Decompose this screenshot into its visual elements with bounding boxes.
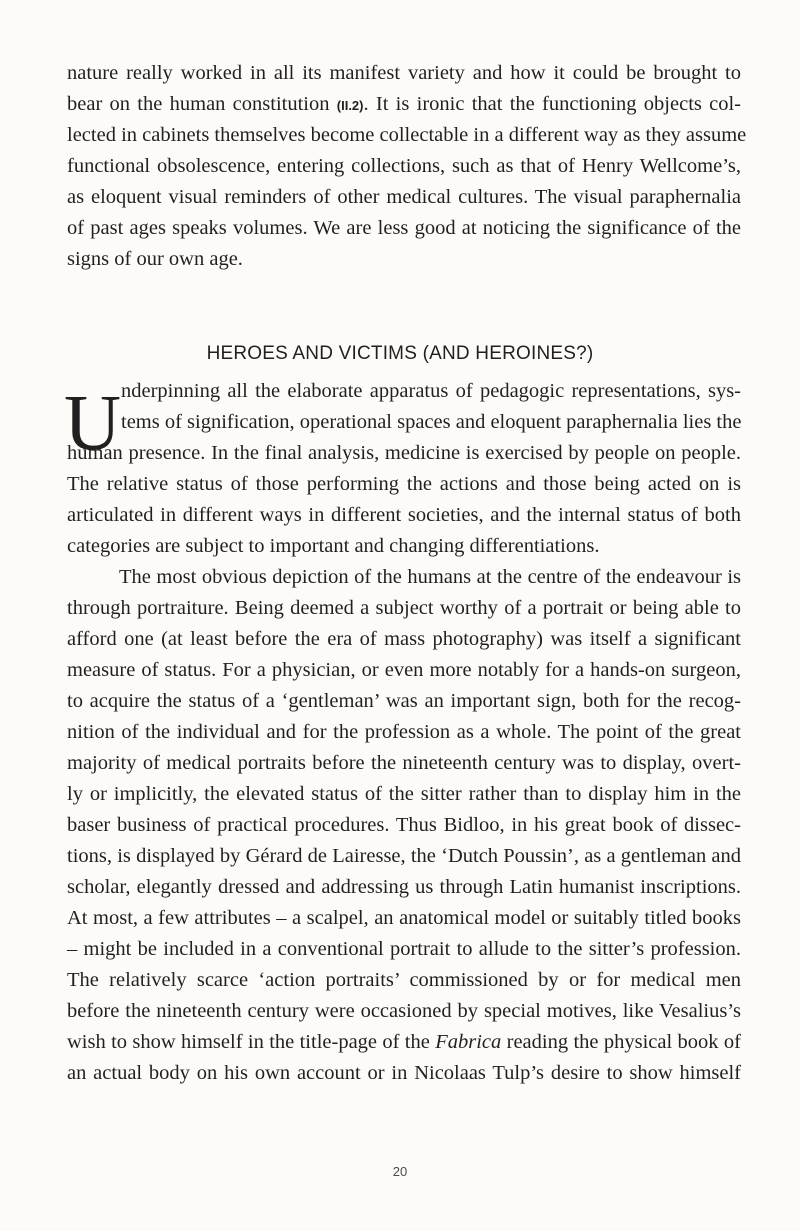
- text-line: ly or implicitly, the elevated status of the sitter rather than to display him in the: [67, 783, 741, 805]
- text-line: lected in cabinets themselves become collectable in a different way as they assume: [67, 124, 747, 146]
- figure-reference: (II.2): [336, 98, 364, 113]
- text-line: tions, is displayed by Gérard de Lairesse, the ‘Dutch Poussin’, as a gentleman and: [67, 845, 741, 867]
- text-line: [67, 1027, 741, 1058]
- text-line: an actual body on his own account or in Nicolaas Tulp’s desire to show himself: [67, 1062, 741, 1084]
- text-line: nition of the individual and for the profession as a whole. The point of the great: [67, 721, 741, 743]
- text-line: articulated in different ways in different societies, and the internal status of both: [67, 504, 741, 526]
- text-line: to acquire the status of a ‘gentleman’ was an important sign, both for the recog-: [67, 690, 741, 712]
- text-line: human presence. In the final analysis, medicine is exercised by people on people.: [67, 442, 741, 464]
- text-line: through portraiture. Being deemed a subject worthy of a portrait or being able to: [67, 597, 741, 619]
- text-line: At most, a few attributes – a scalpel, an anatomical model or suitably titled books: [67, 907, 741, 929]
- text-line: majority of medical portraits before the nineteenth century was to display, overt-: [67, 752, 741, 774]
- text-line: measure of status. For a physician, or even more notably for a hands-on surgeon,: [67, 659, 741, 681]
- text-line: The relatively scarce ‘action portraits’ commissioned by or for medical men: [67, 969, 741, 991]
- text-span: reading the physical book of: [501, 1031, 741, 1053]
- text-line: The relative status of those performing the actions and those being acted on is: [67, 473, 741, 495]
- text-line: nderpinning all the elaborate apparatus of pedagogic representations, sys-: [121, 380, 741, 402]
- text-line: functional obsolescence, entering collections, such as that of Henry Wellcome’s,: [67, 155, 741, 177]
- page-number: 20: [392, 1164, 408, 1179]
- text-line: of past ages speaks volumes. We are less good at noticing the significance of the: [67, 217, 741, 239]
- text-span: . It is ironic that the functioning objects col-: [363, 93, 742, 115]
- text-line: as eloquent visual reminders of other medical cultures. The visual paraphernalia: [67, 186, 741, 208]
- text-line: categories are subject to important and changing differentiations.: [67, 535, 600, 557]
- text-line: [67, 89, 741, 120]
- text-line: afford one (at least before the era of mass photography) was itself a significant: [67, 628, 741, 650]
- text-line: scholar, elegantly dressed and addressing us through Latin humanist inscriptions.: [67, 876, 741, 898]
- text-span: bear on the human constitution: [67, 93, 337, 115]
- section-heading: HEROES AND VICTIMS (AND HEROINES?): [206, 343, 594, 364]
- text-line: nature really worked in all its manifest variety and how it could be brought to: [67, 62, 741, 84]
- text-line: tems of signification, operational spaces and eloquent paraphernalia lies the: [121, 411, 742, 433]
- body-text: [67, 376, 741, 1089]
- text-span: wish to show himself in the title-page of the: [67, 1031, 436, 1053]
- intro-paragraph: [67, 58, 747, 275]
- text-line: before the nineteenth century were occasioned by special motives, like Vesalius’s: [67, 1000, 741, 1022]
- drop-cap: U: [64, 380, 122, 467]
- book-title: Fabrica: [435, 1031, 502, 1053]
- text-line: – might be included in a conventional portrait to allude to the sitter’s profession.: [67, 938, 741, 960]
- text-line: signs of our own age.: [67, 248, 243, 270]
- text-line: The most obvious depiction of the humans at the centre of the endeavour is: [119, 566, 741, 588]
- text-line: baser business of practical procedures. Thus Bidloo, in his great book of dissec-: [67, 814, 741, 836]
